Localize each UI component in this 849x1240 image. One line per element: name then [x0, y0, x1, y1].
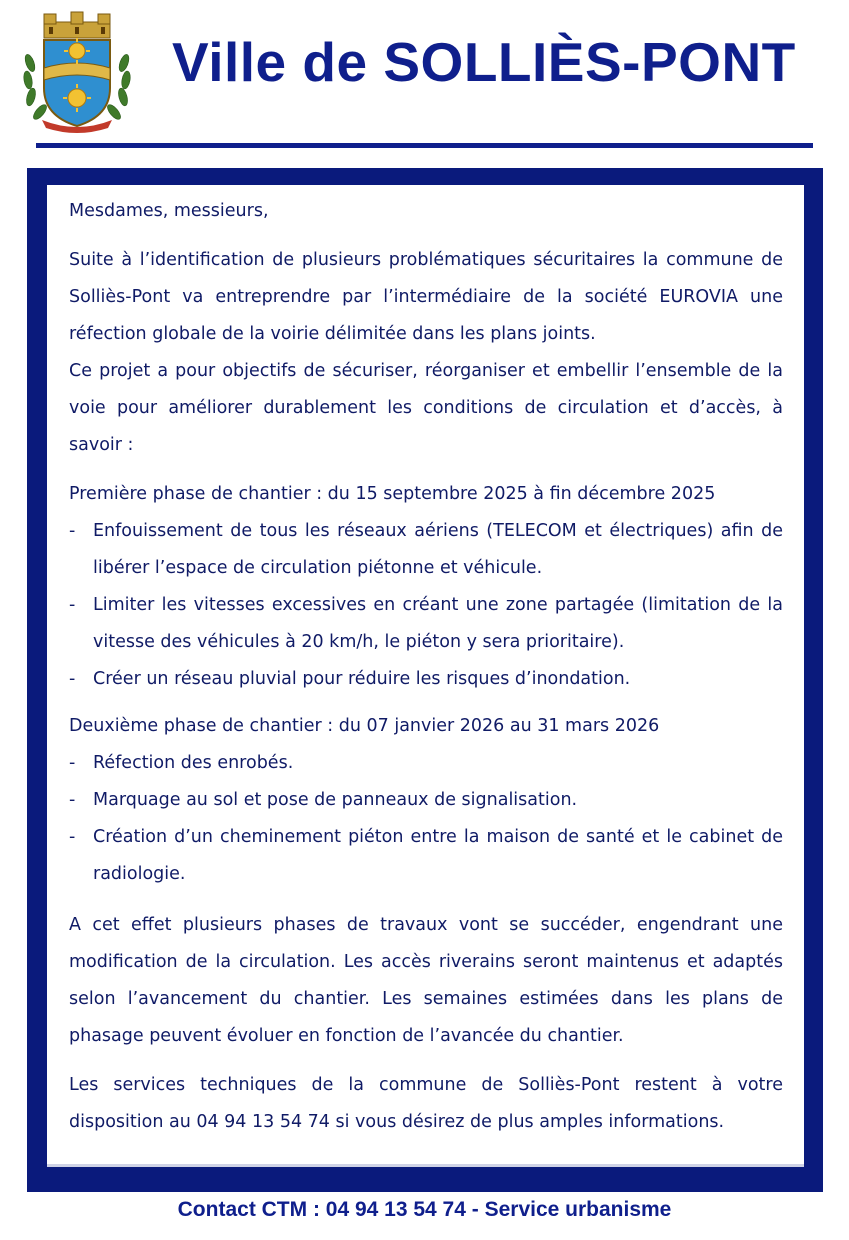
intro-paragraph: Suite à l’identification de plusieurs problématiques sécuritaires la commune de Solliès-Pont va entreprendre par l’intermédiaire de la société EUROVIA une réfection globale de la voirie délimitée dans les plans joints. — [69, 250, 783, 344]
list-item: - Enfouissement de tous les réseaux aériens (TELECOM et électriques) afin de libérer l’espace de circulation piétonne et véhicule. — [69, 513, 783, 587]
list-item: - Créer un réseau pluvial pour réduire les risques d’inondation. — [69, 661, 783, 698]
footer-contact: Contact CTM : 04 94 13 54 74 - Service urbanisme — [177, 1198, 672, 1221]
phase-2-title: Deuxième phase de chantier : du 07 janvier 2026 au 31 mars 2026 — [69, 716, 660, 736]
closing-paragraph: Les services techniques de la commune de Solliès-Pont restent à votre disposition au 04 94 13 54 74 si vous désirez de plus amples informations. — [69, 1075, 783, 1132]
effects-paragraph: A cet effet plusieurs phases de travaux vont se succéder, engendrant une modification de la circulation. Les accès riverains seront maintenus et adaptés selon l’avancement du chantier. Les semaines estimées dans les plans de phasage peuvent évoluer en fonction de l’avancée du chantier. — [69, 915, 783, 1046]
header-divider — [36, 143, 813, 148]
list-item: - Limiter les vitesses excessives en créant une zone partagée (limitation de la vitesse des véhicules à 20 km/h, le piéton y sera prioritaire). — [69, 587, 783, 661]
phase-1-title: Première phase de chantier : du 15 septembre 2025 à fin décembre 2025 — [69, 484, 716, 504]
list-item: - Création d’un cheminement piéton entre la maison de santé et le cabinet de radiologie. — [69, 819, 783, 893]
greeting: Mesdames, messieurs, — [69, 201, 269, 221]
letter-body — [69, 193, 783, 1141]
objectives-paragraph: Ce projet a pour objectifs de sécuriser, réorganiser et embellir l’ensemble de la voie pour améliorer durablement les conditions de circulation et d’accès, à savoir : — [69, 361, 783, 455]
page-title: Ville de SOLLIÈS-PONT — [172, 31, 796, 93]
list-item: - Réfection des enrobés. — [69, 745, 783, 782]
town-crest-logo — [22, 8, 132, 133]
phase-2-list — [69, 745, 783, 893]
list-item: - Marquage au sol et pose de panneaux de signalisation. — [69, 782, 783, 819]
phase-1-list — [69, 513, 783, 698]
